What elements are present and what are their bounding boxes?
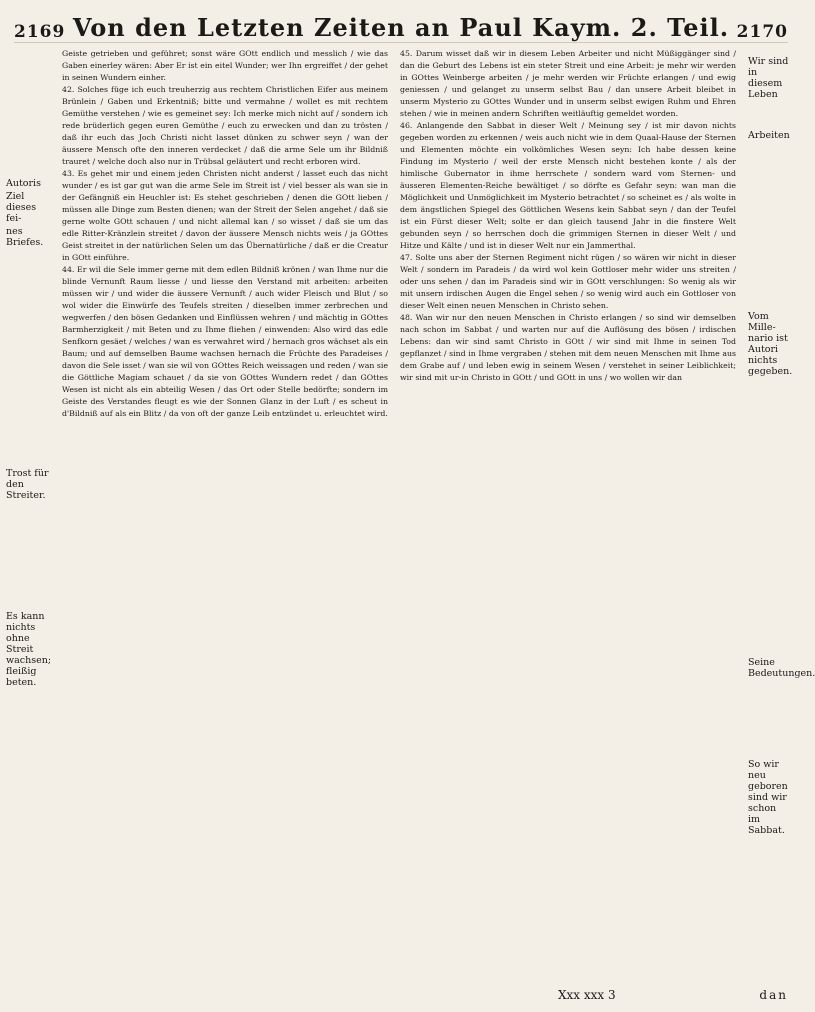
paragraph: 45. Darum wisset daß wir in diesem Leben Arbeiter und nicht Müßiggänger sind / dan die Geburt des Lebens ist ein steter Streit und eine Arbeit: je mehr wir werden in GOttes Weinberge arbeiten / je mehr werden wir Früchte erlangen / und ewig geniessen / und gelanget zu unserm selbst Bau / dan unsere Arbeit bleibet in unserm Mysterio zu GOttes Wunder und in unserm selbst ewigen Ruhm und Ehren stehen / wie in meinen andern Schriften weitläuftig gemeldet worden.: [400, 49, 736, 118]
paragraph: 43. Es gehet mir und einem jeden Christen nicht anderst / lasset euch das nicht wunder / es ist gar gut wan die arme Sele im Streit ist / viel besser als wan sie in der Gefängniß ein Heuchler ist: Es stehet geschrieben / denen die GOtt lieben / müssen alle Dinge zum Besten dienen; wan der Streit der Selen angehet / daß sie gerne wolte GOtt schauen / und nicht allemal kan / so wisset / daß sie um das edle Ritter-Kränzlein streitet / davon der äussere Mensch nichts weis / ja GOttes Geist streitet in der natürlichen Selen um das Übernatürliche / daß er die Creatur in GOtt einführe.: [62, 169, 388, 262]
margin-note: So wir neu geboren sind wir schon im Sabbat.: [748, 759, 788, 836]
right-page-number: 2170: [736, 22, 788, 42]
catchword: dan: [759, 988, 788, 1002]
paragraph: Geiste getrieben und geführet; sonst wäre GOtt endlich und messlich / wie das Gaben einerley wären: Aber Er ist ein eitel Wunder; wer Ihn ergreiffet / der gehet in seinen Wundern einher.: [62, 49, 388, 82]
paragraph: 44. Er wil die Sele immer gerne mit dem edlen Bildniß krönen / wan Ihme nur die blinde Vernunft Raum liesse / und liesse den Verstand mit arbeiten: arbeiten müssen wir / und wider die äussere Vernunft / auch wider Fleisch und Blut / so wol wider die Einwürfe des Teufels streiten / dieselben immer zerbrechen und wegwerfen / den bösen Gedanken und Einflüssen wehren / und mächtig in GOttes Barmherzigkeit / mit Beten und zu Ihme fliehen / einwenden: Also wird das edle Senfkorn gesäet / welches / wan es verwahret wird / hernach gros wächset als ein Baum; und auf demselben Baume wachsen hernach die Früchte des Paradeises / davon die Sele isset / wan sie wil von GOttes Reich weissagen und reden / wan sie die Göttliche Magiam schauet / da sie von GOttes Wundern redet / dan GOttes Wesen ist nicht als ein abteilig Wesen / das Ort oder Stelle bedörfte; sondern im Geiste des Verstandes fleugt es wie der Sonnen Glanz in der Luft / es scheut in d'Bildniß auf als ein Blitz / da von oft der ganze Leib entzündet u. erleuchtet wird.: [62, 265, 388, 418]
margin-note: Seine Bedeutungen.: [748, 657, 815, 679]
page-body: [6, 48, 815, 1002]
margin-note: Es kann nichts ohne Streit wachsen; fleißig beten.: [6, 611, 52, 688]
paragraph: 48. Wan wir nur den neuen Menschen in Christo erlangen / so sind wir demselben nach schon im Sabbat / und warten nur auf die Auflösung des bösen / irdischen Lebens: dan wir sind samt Christo in GOtt / wir sind mit Ihme in seinen Tod gepflanzet / sind in Ihme vergraben / stehen mit dem neuen Menschen mit Ihme aus dem Grabe auf / und leben ewig in seinem Wesen / verstehet in seiner Leiblichkeit; wir sind mit ur-in Christo in GOtt / und GOtt in uns / wo wollen wir dan: [400, 313, 736, 382]
margin-note: Autoris: [6, 178, 41, 189]
signature-mark: Xxx xxx 3: [558, 988, 616, 1002]
margin-note: Arbeiten: [748, 130, 790, 141]
margin-note: Vom Mille-nario ist Autori nichts gegeben.: [748, 311, 793, 377]
left-margin-notes: [6, 48, 50, 1002]
right-margin-notes: [748, 48, 815, 1002]
margin-note: Wir sind in diesem Leben: [748, 56, 789, 100]
running-header: [14, 8, 788, 43]
left-page-number: 2169: [14, 22, 66, 42]
running-title: Von den Letzten Zeiten an Paul Kaym. 2. Teil.: [72, 13, 730, 42]
left-column: [62, 48, 388, 1002]
paragraph: 47. Solte uns aber der Sternen Regiment nicht rügen / so wären wir nicht in dieser Welt / sondern im Paradeis / da wird wol kein Gottloser mehr wider uns streiten / oder uns sehen / dan im Paradeis sind wir in GOtt verschlungen: So wenig als wir mit unsern irdischen Augen die Engel sehen / so wenig wird auch ein Gottloser von dieser Welt einen neuen Menschen in Christo sehen.: [400, 253, 736, 310]
right-column: [400, 48, 736, 1002]
margin-note: nes Briefes.: [6, 226, 44, 248]
margin-note: Ziel dieses fei-: [6, 191, 37, 224]
paragraph: 46. Anlangende den Sabbat in dieser Welt / Meinung sey / ist mir davon nichts gegeben worden zu erkennen / weis auch nicht wie in dem Quaal-Hause der Sternen und Elementen möchte ein volkömliches Wesen seyn: Ich habe dessen keine Findung im Mysterio / weil der erste Mensch nicht bestehen konte / als der himlische Gubernator in ihme herrschete / sondern ward vom Sternen- und äusseren Elementen-Reiche bewältiget / so dörfte es Gefahr seyn: wan man die Möglichkeit und Unmöglichkeit im Mysterio betrachtet / so scheinet es / als wolte in dem ängstlichen Spiegel des Göttlichen Wesens kein Sabbat seyn / dan der Teufel ist ein Fürst dieser Welt; solte er dan gleich tausend Jahr in die finstere Welt gebunden seyn / so herrschen doch die grimmigen Sternen in dieser Welt / und Hitze und Kälte / und ist in dieser Welt nur ein Jammerthal.: [400, 121, 736, 250]
paragraph: 42. Solches füge ich euch treuherzig aus rechtem Christlichen Eifer aus meinem Brünlein / Gaben und Erkentniß; bitte und vermahne / wollet es mit rechtem Gemüthe verstehen / wie es gemeinet sey: Ich merke mich nicht auf / sondern ich rede brüderlich gegen euren Gemüthe / euch zu erwecken und dan zu trösten / daß ihr euch das Joch Christi nicht lasset dünken zu schwer seyn / wan der äussere Mensch ofte den inneren verdecket / daß die arme Sele um ihr Bildniß trauret / welche doch also nur in Trübsal geläutert und recht erboren wird.: [62, 85, 388, 166]
margin-note: Trost für den Streiter.: [6, 468, 49, 501]
